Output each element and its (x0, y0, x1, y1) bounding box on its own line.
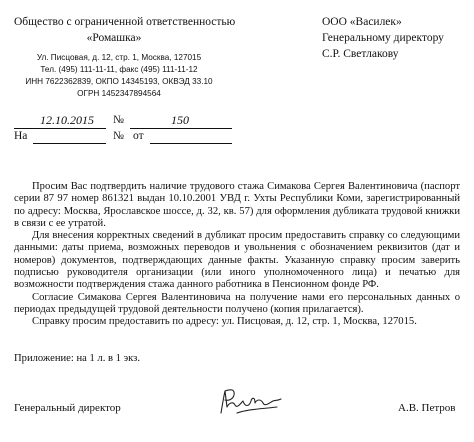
doc-date: 12.10.2015 (40, 113, 94, 127)
attachment-line: Приложение: на 1 л. в 1 экз. (14, 353, 140, 364)
doc-date-underline (14, 128, 106, 129)
ref-from-underline (150, 143, 232, 144)
doc-number: 150 (171, 113, 189, 127)
doc-number-underline (130, 128, 232, 129)
addressee-position: Генеральному директору (322, 32, 444, 44)
ref-underline (33, 143, 106, 144)
body-paragraph: Согласие Симакова Сергея Валентиновича на получение нами его персональных данных о периодах предыдущей трудовой деятельности получено (копия прилагается). (14, 291, 460, 315)
signature-position: Генеральный директор (14, 402, 121, 414)
sender-name-line2: «Ромашка» (86, 32, 142, 44)
addressee-org: ООО «Василек» (322, 16, 402, 28)
sender-address: Ул. Писцовая, д. 12, стр. 1, Москва, 127015 (36, 53, 202, 62)
body-paragraph: Просим Вас подтвердить наличие трудового стажа Симакова Сергея Валентиновича (паспорт серии 87 97 номер 861321 выдан 10.10.2001 УВД г. Ухты Республики Коми, зарегистрированный по адресу: Москва, Ярославское шоссе, д. 32, кв. 57) для оформления дубликата трудовой книжки в связи с ее утратой. (14, 181, 460, 229)
ref-label: На (14, 130, 28, 142)
body-paragraph: Для внесения корректных сведений в дубликат просим предоставить справку со следующими данными: даты приема, возможных переводов и увольнения с обозначением реквизитов (дат и номеров) документов, подтверждающих данные факты. Указанную справку просим заверить подписью руководителя организации (или иного уполномоченного лица) и печатью для возможности подтверждения стажа данного работника в Пенсионном фонде РФ. (14, 230, 460, 291)
doc-number-label: № (113, 114, 124, 126)
sender-phones: Тел. (495) 111-11-11, факс (495) 111-11-12 (40, 65, 198, 74)
sender-name-line1: Общество с ограниченной ответственностью (14, 16, 236, 28)
handwritten-signature (215, 383, 285, 423)
sender-inn: ИНН 7622362839, ОКПО 14345193, ОКВЭД 33.10 (25, 77, 213, 86)
signature-name: А.В. Петров (398, 402, 456, 414)
ref-number-label: № (113, 130, 124, 142)
ref-from-label: от (133, 130, 144, 142)
sender-ogrn: ОГРН 1452347894564 (77, 89, 161, 98)
letter-body (14, 181, 460, 329)
addressee-name: С.Р. Светлакову (322, 48, 399, 60)
body-paragraph: Справку просим предоставить по адресу: ул. Писцовая, д. 12, стр. 1, Москва, 127015. (32, 316, 417, 328)
